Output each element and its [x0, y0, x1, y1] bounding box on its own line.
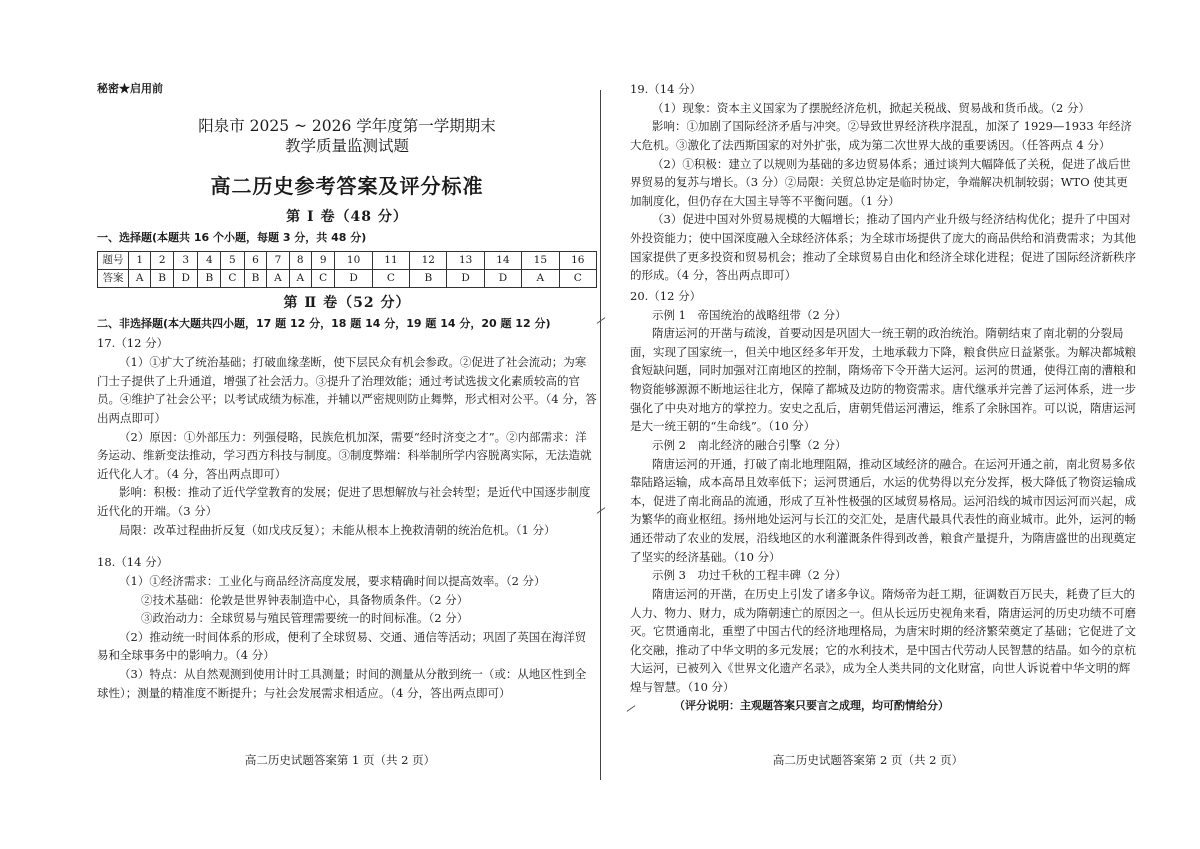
q17-heading: 17.（12 分） — [97, 336, 169, 351]
table-cell: 3 — [173, 251, 197, 269]
table-cell: 11 — [372, 251, 409, 269]
table-cell: 1 — [129, 251, 151, 269]
q19-heading: 19.（14 分） — [630, 82, 702, 96]
table-cell: 5 — [221, 251, 245, 269]
q17-part2-impact: 影响：积极：推动了近代学堂教育的发展；促进了思想解放与社会转型；是近代中国逐步制度近代化的开端。（3 分） — [97, 485, 591, 519]
q20-example1-body: 隋唐运河的开凿与疏浚，首要动因是巩固大一统王朝的政治统治。隋朝结束了南北朝的分裂局面，实现了国家统一，但关中地区经多年开发，土地承载力下降，粮食供应日益紧张。为解决都城粮食短缺问题，同时加强对江南地区的控制，隋炀帝下令开凿大运河。运河的贯通，使得江南的漕粮和物资能够源源不断地运往北方，保障了都城及边防的物资需求。唐代继承并完善了运河体系，进一步强化了中央对地方的掌控力。安史之乱后，唐朝凭借运河漕运，维系了余脉国祚。可以说，隋唐运河是大一统王朝的“生命线”。（10 分） — [630, 326, 1136, 434]
q19-part2: （2）①积极：建立了以规则为基础的多边贸易体系；通过谈判大幅降低了关税，促进了战后世界贸易的复苏与增长。（3 分）②局限：关贸总协定是临时协定，争端解决机制较弱；WTO 使其更加制度化，但仍存在大国主导等不平衡问题。（1 分） — [630, 156, 1131, 208]
divider-mark — [597, 317, 606, 324]
q17-part2: （2）原因：①外部压力：列强侵略，民族危机加深，需要“经时济变之才”。②内部需求：洋务运动、维新变法推动，学习西方科技与制度。③制度弊端：科举制所学内容脱离实际，无法造就近代化人才。（4 分，答出两点即可） — [97, 429, 592, 481]
q19-part1-impact: 影响：①加剧了国际经济矛盾与冲突。②导致世界经济秩序混乱，加深了 1929—1933 年经济大危机。③激化了法西斯国家的对外扩张，成为第二次世界大战的重要诱因。（任答两点 4 分） — [630, 119, 1132, 152]
q18-part1-1: （1）①经济需求：工业化与商品经济高度发展，要求精确时间以提高效率。（2 分） — [119, 573, 546, 588]
table-cell: 题号 — [98, 251, 129, 269]
divider-mark — [597, 507, 606, 514]
q20-heading: 20.（12 分） — [630, 288, 702, 303]
table-cell: 16 — [559, 251, 597, 269]
table-cell: D — [447, 269, 484, 287]
right-page — [630, 78, 1138, 778]
table-cell: A — [129, 269, 151, 287]
table-cell: A — [522, 269, 559, 287]
table-cell: B — [244, 269, 267, 287]
table-cell: 9 — [311, 251, 335, 269]
table-cell: C — [559, 269, 597, 287]
table-cell: 14 — [484, 251, 521, 269]
table-cell: 4 — [198, 251, 221, 269]
table-cell: C — [221, 269, 245, 287]
page-footer-left: 高二历史试题答案第 1 页（共 2 页） — [244, 753, 436, 767]
q20-example3-body: 隋唐运河的开凿，在历史上引发了诸多争议。隋炀帝为赶工期，征调数百万民夫，耗费了巨大的人力、物力、财力，成为隋朝速亡的原因之一。但从长远历史视角来看，隋唐运河的历史功绩不可磨灭。它贯通南北，重塑了中国古代的经济地理格局，为唐宋时期的经济繁荣奠定了基础；它促进了文化交融，推动了中华文明的多元发展；它的水利技术，是中国古代劳动人民智慧的结晶。如今的京杭大运河，已被列入《世界文化遗产名录》，成为全人类共同的文化财富，向世人诉说着中华文明的辉煌与智慧。（10 分） — [630, 586, 1136, 694]
table-cell: A — [267, 269, 289, 287]
table-row-numbers — [98, 251, 597, 269]
table-cell: D — [173, 269, 197, 287]
table-cell: D — [484, 269, 521, 287]
table-cell: 12 — [410, 251, 447, 269]
volume-2-heading: 第 Ⅱ 卷（52 分） — [283, 294, 411, 311]
exam-title-line2: 教学质量监测试题 — [284, 136, 409, 155]
table-cell: 8 — [289, 251, 311, 269]
page-footer-right: 高二历史试题答案第 2 页（共 2 页） — [772, 753, 964, 767]
q17-part2-limit: 局限：改革过程曲折反复（如戊戌反复）；未能从根本上挽救清朝的统治危机。（1 分） — [119, 522, 556, 537]
scoring-note: （评分说明：主观题答案只要言之成理，均可酌情给分） — [674, 698, 949, 712]
q20-example3-heading: 示例 3 功过千秋的工程丰碑（2 分） — [652, 568, 847, 583]
q18-part1-2: ②技术基础：伦敦是世界钟表制造中心，具备物质条件。（2 分） — [141, 592, 469, 607]
exam-title-line1: 阳泉市 2025 ~ 2026 学年度第一学期期末 — [198, 116, 496, 135]
q19-part3: （3）促进中国对外贸易规模的大幅增长；推动了国内产业升级与经济结构优化；提升了中国对外投资能力；使中国深度融入全球经济体系；为全球市场提供了庞大的商品供给和消费需求；为其他国家提供了更多投资和贸易机会；推动了全球贸易自由化和经济全球化进程；促进了国际经济新秩序的形成。（4 分，答出两点即可） — [630, 212, 1136, 283]
table-cell: B — [198, 269, 221, 287]
section-1-heading: 一、选择题(本题共 16 个小题，每题 3 分，共 48 分) — [97, 231, 367, 245]
q20-example2-body: 隋唐运河的开通，打破了南北地理阻隔，推动区域经济的融合。在运河开通之前，南北贸易多依靠陆路运输，成本高昂且效率低下；运河贯通后，水运的优势得以充分发挥，极大降低了物资运输成本，促进了南北商品的流通，形成了互补性极强的区域贸易格局。运河沿线的城市因运河而兴起，成为繁华的商业枢纽。扬州地处运河与长江的交汇处，是唐代最具代表性的商业城市。此外，运河的畅通还带动了农业的发展，沿线地区的水利灌溉条件得到改善，粮食产量提升，为隋唐盛世的出现奠定了坚实的经济基础。（10 分） — [630, 456, 1136, 564]
table-cell: B — [151, 269, 174, 287]
q20-example2-heading: 示例 2 南北经济的融合引擎（2 分） — [652, 437, 847, 452]
table-cell: 15 — [522, 251, 559, 269]
q18-part1-3: ③政治动力：全球贸易与殖民管理需要统一的时间标准。（2 分） — [141, 611, 469, 626]
table-cell: 2 — [151, 251, 174, 269]
table-cell: 7 — [267, 251, 289, 269]
table-cell: 13 — [447, 251, 484, 269]
page-divider — [600, 90, 601, 780]
section-2-heading: 二、非选择题(本大题共四小题，17 题 12 分，18 题 14 分，19 题 14 分，20 题 12 分) — [97, 316, 551, 330]
confidential-label: 秘密★启用前 — [97, 82, 163, 95]
left-page — [97, 78, 597, 778]
volume-1-heading: 第 Ⅰ 卷（48 分） — [286, 209, 408, 226]
table-cell: B — [410, 269, 447, 287]
table-cell: D — [335, 269, 372, 287]
q17-part1: （1）①扩大了统治基础；打破血缘垄断，使下层民众有机会参政。②促进了社会流动；为寒门士子提供了上升通道，增强了社会活力。③提升了治理效能；通过考试选拔文化素质较高的官员。④维护了社会公平；以考试成绩为标准，并辅以严密规则防止舞弊，形式相对公平。（4 分，答出两点即可） — [97, 355, 597, 425]
table-cell: A — [289, 269, 311, 287]
q19-part1: （1）现象：资本主义国家为了摆脱经济危机，掀起关税战、贸易战和货币战。（2 分） — [652, 100, 1091, 115]
answer-table — [97, 251, 597, 288]
table-cell: C — [311, 269, 335, 287]
q20-example1-heading: 示例 1 帝国统治的战略纽带（2 分） — [652, 307, 847, 322]
q18-heading: 18.（14 分） — [97, 555, 169, 570]
table-cell: 10 — [335, 251, 372, 269]
q18-part3: （3）特点：从自然观测到使用计时工具测量；时间的测量从分散到统一（或：从地区性到全球性）；测量的精准度不断提升；与社会发展需求相适应。（4 分，答出两点即可） — [97, 667, 587, 700]
table-row-answers — [98, 269, 597, 287]
table-cell: C — [372, 269, 409, 287]
document-title: 高二历史参考答案及评分标准 — [210, 174, 484, 199]
q18-part2: （2）推动统一时间体系的形成，便利了全球贸易、交通、通信等活动；巩固了英国在海洋贸易和全球事务中的影响力。（4 分） — [97, 629, 587, 663]
table-cell: 答案 — [98, 269, 129, 287]
table-cell: 6 — [244, 251, 267, 269]
